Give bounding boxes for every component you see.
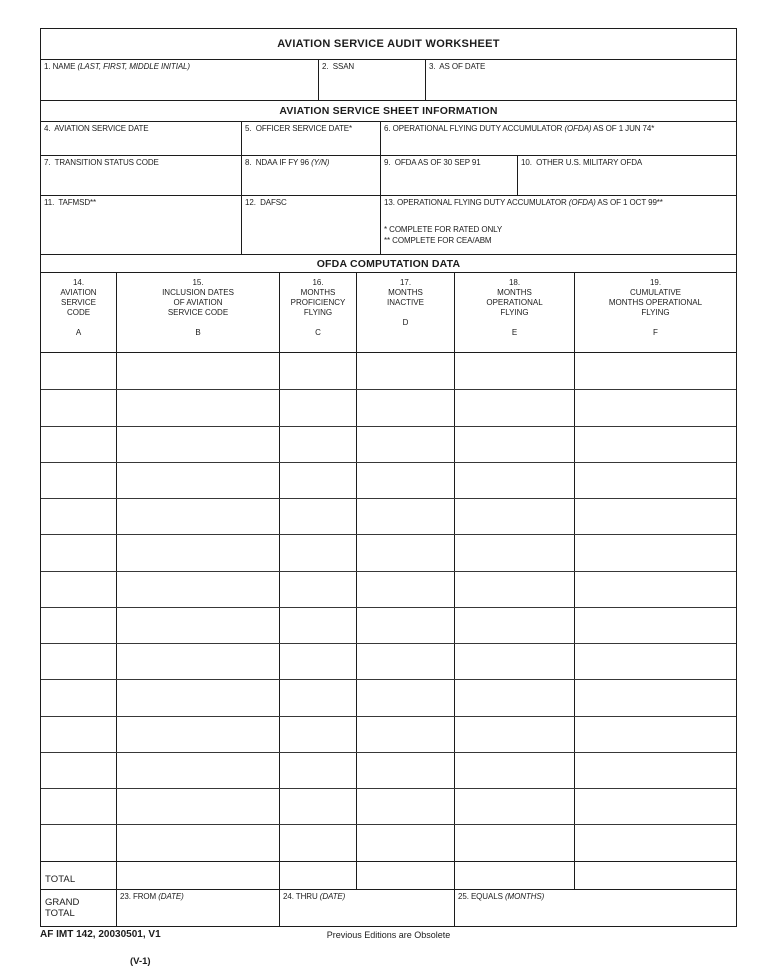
table-cell-a[interactable] — [41, 680, 116, 715]
table-cell-c[interactable] — [279, 644, 356, 679]
footnotes — [381, 224, 736, 246]
table-cell-e[interactable] — [454, 789, 574, 824]
field-tafmsd[interactable] — [41, 196, 241, 254]
table-row — [41, 824, 736, 860]
total-cell-d[interactable] — [356, 862, 454, 889]
table-cell-b[interactable] — [116, 390, 279, 425]
table-row — [41, 679, 736, 715]
field-aviation-service-date[interactable] — [41, 122, 241, 155]
table-row — [41, 389, 736, 425]
column-header-d: 17. MONTHS INACTIVE D — [356, 273, 454, 352]
table-cell-b[interactable] — [116, 825, 279, 860]
table-cell-b[interactable] — [116, 644, 279, 679]
transition-status-row — [41, 155, 736, 195]
table-cell-d[interactable] — [356, 572, 454, 607]
table-cell-d[interactable] — [356, 427, 454, 462]
table-cell-a[interactable] — [41, 499, 116, 534]
table-cell-e[interactable] — [454, 753, 574, 788]
column-header-a: 14. AVIATION SERVICE CODE A — [60, 278, 97, 337]
table-cell-c[interactable] — [279, 825, 356, 860]
field-ndaa-fy96[interactable] — [241, 156, 380, 195]
table-cell-a[interactable] — [41, 390, 116, 425]
table-cell-d[interactable] — [356, 353, 454, 389]
section-ofda-computation-header: OFDA COMPUTATION DATA — [41, 254, 736, 272]
table-cell-d[interactable] — [356, 535, 454, 570]
footnote-cea-abm: ** COMPLETE FOR CEA/ABM — [384, 236, 492, 245]
tafmsd-row — [41, 195, 736, 254]
field-tafmsd-label: 11. TAFMSD** — [44, 198, 97, 207]
table-cell-f[interactable] — [574, 572, 736, 607]
obsolete-note: Previous Editions are Obsolete — [326, 930, 451, 940]
table-cell-a[interactable] — [41, 535, 116, 570]
table-cell-e[interactable] — [454, 644, 574, 679]
table-cell-c[interactable] — [279, 680, 356, 715]
column-header-b: 15. INCLUSION DATES OF AVIATION SERVICE CODE B — [116, 273, 279, 352]
field-ofda-1-oct-99[interactable] — [380, 196, 736, 254]
table-cell-e[interactable] — [454, 353, 574, 389]
table-cell-a[interactable] — [41, 825, 116, 860]
grand-total-label-cell — [41, 890, 116, 926]
table-cell-e[interactable] — [454, 608, 574, 643]
column-header-e: 18. MONTHS OPERATIONAL FLYING E — [454, 273, 574, 352]
table-cell-d[interactable] — [356, 608, 454, 643]
field-name-label: 1. NAME (LAST, FIRST, MIDDLE INITIAL) — [44, 62, 190, 71]
field-as-of-date[interactable] — [425, 60, 736, 100]
table-cell-b[interactable] — [116, 789, 279, 824]
field-dafsc-label: 12. DAFSC — [245, 198, 287, 207]
field-name[interactable] — [41, 60, 318, 100]
form-version: (V-1) — [130, 956, 151, 967]
table-cell-f[interactable] — [574, 717, 736, 752]
field-ofda-30-sep-91-label: 9. OFDA AS OF 30 SEP 91 — [384, 158, 481, 167]
table-row — [41, 752, 736, 788]
table-cell-f[interactable] — [574, 535, 736, 570]
table-cell-e[interactable] — [454, 427, 574, 462]
table-cell-e[interactable] — [454, 535, 574, 570]
table-row — [41, 426, 736, 462]
field-ssan-label: 2. SSAN — [322, 62, 355, 71]
table-cell-d[interactable] — [356, 499, 454, 534]
total-cell-e[interactable] — [454, 862, 574, 889]
table-row — [41, 716, 736, 752]
field-officer-service-date[interactable] — [241, 122, 380, 155]
field-ofda-30-sep-91[interactable] — [380, 156, 517, 195]
field-other-us-military-ofda-label: 10. OTHER U.S. MILITARY OFDA — [521, 158, 643, 167]
table-cell-a[interactable] — [41, 717, 116, 752]
form-title: AVIATION SERVICE AUDIT WORKSHEET — [277, 38, 500, 50]
grand-total-row — [41, 889, 736, 926]
table-cell-b[interactable] — [116, 463, 279, 498]
table-cell-d[interactable] — [356, 644, 454, 679]
field-aviation-service-date-label: 4. AVIATION SERVICE DATE — [44, 124, 149, 133]
field-transition-status-code-label: 7. TRANSITION STATUS CODE — [44, 158, 159, 167]
field-ssan[interactable] — [318, 60, 425, 100]
table-cell-f[interactable] — [574, 644, 736, 679]
table-cell-e[interactable] — [454, 825, 574, 860]
table-cell-f[interactable] — [574, 789, 736, 824]
field-thru-date-label: 24. THRU (DATE) — [283, 891, 346, 901]
table-row — [41, 788, 736, 824]
table-cell-c[interactable] — [279, 789, 356, 824]
table-cell-c[interactable] — [279, 390, 356, 425]
total-label-cell — [41, 862, 116, 889]
field-ndaa-fy96-label: 8. NDAA IF FY 96 (Y/N) — [245, 158, 330, 167]
table-cell-e[interactable] — [454, 717, 574, 752]
table-row — [41, 571, 736, 607]
total-label: TOTAL — [45, 873, 76, 885]
ofda-body — [41, 352, 736, 861]
table-cell-d[interactable] — [356, 680, 454, 715]
table-cell-e[interactable] — [454, 499, 574, 534]
table-cell-f[interactable] — [574, 463, 736, 498]
field-from-date-label: 23. FROM (DATE) — [120, 891, 184, 901]
table-row — [41, 534, 736, 570]
table-cell-e[interactable] — [454, 463, 574, 498]
field-officer-service-date-label: 5. OFFICER SERVICE DATE* — [245, 124, 353, 133]
table-cell-f[interactable] — [574, 608, 736, 643]
table-cell-b[interactable] — [116, 499, 279, 534]
table-cell-f[interactable] — [574, 499, 736, 534]
table-cell-c[interactable] — [279, 608, 356, 643]
field-ofda-1-jun-74[interactable] — [380, 122, 736, 155]
table-cell-d[interactable] — [356, 390, 454, 425]
table-cell-a[interactable] — [41, 427, 116, 462]
table-cell-a[interactable] — [41, 608, 116, 643]
grand-total-label-line2: TOTAL — [45, 907, 75, 919]
table-cell-f[interactable] — [574, 825, 736, 860]
table-cell-c[interactable] — [279, 499, 356, 534]
table-cell-b[interactable] — [116, 353, 279, 389]
field-equals-months[interactable] — [454, 890, 736, 926]
total-cell-b[interactable] — [116, 862, 279, 889]
table-cell-c[interactable] — [279, 572, 356, 607]
table-cell-e[interactable] — [454, 390, 574, 425]
table-cell-e[interactable] — [454, 572, 574, 607]
table-cell-c[interactable] — [279, 427, 356, 462]
table-cell-a[interactable] — [41, 463, 116, 498]
table-cell-b[interactable] — [116, 535, 279, 570]
table-cell-d[interactable] — [356, 789, 454, 824]
table-row — [41, 643, 736, 679]
column-header-c: 16. MONTHS PROFICIENCY FLYING C — [279, 273, 356, 352]
table-cell-a[interactable] — [41, 572, 116, 607]
table-cell-c[interactable] — [279, 353, 356, 389]
total-cell-c[interactable] — [279, 862, 356, 889]
grand-total-label-line1: GRAND — [45, 896, 80, 908]
table-cell-b[interactable] — [116, 572, 279, 607]
table-cell-b[interactable] — [116, 608, 279, 643]
field-as-of-date-label: 3. AS OF DATE — [429, 62, 486, 71]
ofda-header-row — [41, 272, 736, 352]
field-ofda-1-oct-99-label: 13. OPERATIONAL FLYING DUTY ACCUMULATOR (OFDA) AS OF 1 OCT 99** — [384, 198, 663, 207]
table-row — [41, 353, 736, 389]
table-cell-f[interactable] — [574, 353, 736, 389]
field-dafsc[interactable] — [241, 196, 380, 254]
field-thru-date[interactable] — [279, 890, 454, 926]
table-cell-d[interactable] — [356, 463, 454, 498]
column-header-f: 19. CUMULATIVE MONTHS OPERATIONAL FLYING F — [574, 273, 736, 352]
table-cell-e[interactable] — [454, 680, 574, 715]
table-cell-c[interactable] — [279, 463, 356, 498]
section-sheet-information-header: AVIATION SERVICE SHEET INFORMATION — [41, 100, 736, 121]
table-cell-d[interactable] — [356, 717, 454, 752]
table-cell-f[interactable] — [574, 753, 736, 788]
field-other-us-military-ofda[interactable] — [517, 156, 736, 195]
table-cell-f[interactable] — [574, 390, 736, 425]
total-cell-f[interactable] — [574, 862, 736, 889]
aviation-service-audit-worksheet — [40, 28, 737, 927]
table-row — [41, 498, 736, 534]
table-cell-d[interactable] — [356, 753, 454, 788]
table-cell-b[interactable] — [116, 427, 279, 462]
service-dates-row — [41, 121, 736, 155]
table-row — [41, 607, 736, 643]
table-cell-b[interactable] — [116, 753, 279, 788]
field-from-date[interactable] — [116, 890, 279, 926]
table-cell-a[interactable] — [41, 353, 116, 389]
field-equals-months-label: 25. EQUALS (MONTHS) — [458, 891, 545, 901]
table-cell-f[interactable] — [574, 680, 736, 715]
table-cell-c[interactable] — [279, 717, 356, 752]
table-cell-d[interactable] — [356, 825, 454, 860]
table-cell-a[interactable] — [41, 644, 116, 679]
table-cell-c[interactable] — [279, 535, 356, 570]
table-cell-a[interactable] — [41, 789, 116, 824]
table-cell-b[interactable] — [116, 680, 279, 715]
field-transition-status-code[interactable] — [41, 156, 241, 195]
table-row — [41, 462, 736, 498]
footnote-rated-only: * COMPLETE FOR RATED ONLY — [384, 225, 503, 234]
form-id: AF IMT 142, 20030501, V1 — [40, 929, 161, 940]
table-cell-a[interactable] — [41, 753, 116, 788]
table-cell-c[interactable] — [279, 753, 356, 788]
identity-row — [41, 59, 736, 100]
total-row — [41, 861, 736, 889]
field-ofda-1-jun-74-label: 6. OPERATIONAL FLYING DUTY ACCUMULATOR (OFDA) AS OF 1 JUN 74* — [384, 124, 655, 133]
table-cell-b[interactable] — [116, 717, 279, 752]
table-cell-f[interactable] — [574, 427, 736, 462]
